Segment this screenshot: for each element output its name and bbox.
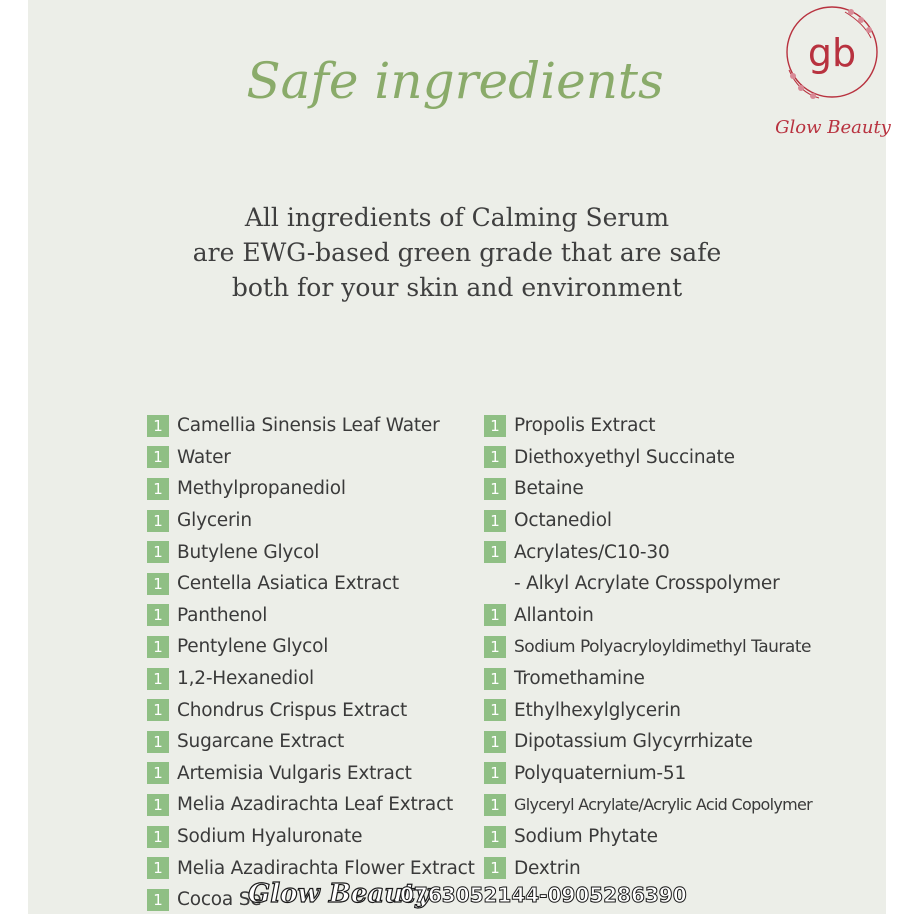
ingredient-name: Tromethamine <box>514 668 645 690</box>
ingredient-name: - Alkyl Acrylate Crosspolymer <box>514 573 780 595</box>
script-title <box>246 30 664 130</box>
ingredient-name: Ethylhexylglycerin <box>514 699 681 721</box>
ingredient-row <box>484 789 812 821</box>
ingredient-row <box>147 410 475 442</box>
ingredient-row <box>484 821 812 853</box>
ingredient-row <box>484 410 812 442</box>
ingredient-name: Chondrus Crispus Extract <box>177 699 408 721</box>
ingredient-row <box>147 758 475 790</box>
ingredient-name: Water <box>177 446 231 468</box>
ingredient-name: Sodium Phytate <box>514 826 658 848</box>
ingredient-row <box>147 442 475 474</box>
ingredient-name: Panthenol <box>177 604 268 626</box>
ingredient-name: Artemisia Vulgaris Extract <box>177 762 412 784</box>
ingredient-name: Sugarcane Extract <box>177 731 345 753</box>
svg-text:Safe ingredients: Safe ingredients <box>246 52 664 110</box>
headline-line: All ingredients of Calming Serum <box>244 203 670 232</box>
grade-badge: 1 <box>484 510 506 532</box>
ingredient-name: Glyceryl Acrylate/Acrylic Acid Copolymer <box>514 795 813 815</box>
ingredient-row-continuation <box>484 568 812 600</box>
ingredient-row <box>147 505 475 537</box>
grade-badge-blank <box>484 573 506 595</box>
ingredient-row <box>484 600 812 632</box>
ingredient-name: Glycerin <box>177 510 252 532</box>
ingredient-name: 1,2-Hexanediol <box>177 668 314 690</box>
grade-badge: 1 <box>147 826 169 848</box>
ingredient-row <box>484 442 812 474</box>
logo-wreath-icon <box>775 0 891 150</box>
grade-badge: 1 <box>147 857 169 879</box>
watermark-phones: 0763052144-0905286390 <box>400 883 687 907</box>
ingredient-name: Pentylene Glycol <box>177 636 329 658</box>
ingredient-name: Dipotassium Glycyrrhizate <box>514 731 753 753</box>
glow-beauty-logo <box>775 0 891 150</box>
ingredient-row <box>147 600 475 632</box>
ingredient-list-left <box>147 410 475 916</box>
headline-line: are EWG-based green grade that are safe <box>192 238 722 267</box>
ingredient-row <box>147 568 475 600</box>
ingredient-row <box>484 726 812 758</box>
ingredient-row <box>147 821 475 853</box>
grade-badge: 1 <box>147 446 169 468</box>
grade-badge: 1 <box>484 762 506 784</box>
ingredient-name: Polyquaternium-51 <box>514 762 687 784</box>
grade-badge: 1 <box>484 826 506 848</box>
ingredient-row <box>484 758 812 790</box>
ingredient-row <box>484 505 812 537</box>
logo-monogram: gb <box>807 31 857 75</box>
ingredient-name: Betaine <box>514 478 584 500</box>
grade-badge: 1 <box>147 478 169 500</box>
logo-brand: Glow Beauty <box>775 117 891 138</box>
ingredient-name: Propolis Extract <box>514 415 656 437</box>
ingredient-row <box>484 694 812 726</box>
ingredient-name: Melia Azadirachta Leaf Extract <box>177 794 454 816</box>
grade-badge: 1 <box>147 510 169 532</box>
grade-badge: 1 <box>147 541 169 563</box>
grade-badge: 1 <box>484 604 506 626</box>
ingredient-row <box>484 536 812 568</box>
grade-badge: 1 <box>484 699 506 721</box>
ingredient-name: Sodium Polyacryloyldimethyl Taurate <box>514 636 811 657</box>
ingredient-list-right <box>484 410 812 884</box>
grade-badge: 1 <box>484 541 506 563</box>
grade-badge: 1 <box>147 415 169 437</box>
ingredient-name: Melia Azadirachta Flower Extract <box>177 857 475 879</box>
ingredient-row <box>147 536 475 568</box>
ingredient-name: Methylpropanediol <box>177 478 346 500</box>
ingredient-row <box>147 473 475 505</box>
grade-badge: 1 <box>147 636 169 658</box>
grade-badge: 1 <box>484 446 506 468</box>
ingredient-name: Centella Asiatica Extract <box>177 573 399 595</box>
grade-badge: 1 <box>147 794 169 816</box>
ingredient-name: Camellia Sinensis Leaf Water <box>177 415 440 437</box>
ingredient-row <box>484 631 812 663</box>
grade-badge: 1 <box>147 604 169 626</box>
ingredient-name: Octanediol <box>514 510 612 532</box>
ingredient-name: Cocoa Se <box>177 889 262 911</box>
ingredient-row <box>484 473 812 505</box>
ingredient-row <box>484 663 812 695</box>
grade-badge: 1 <box>484 668 506 690</box>
grade-badge: 1 <box>484 636 506 658</box>
grade-badge: 1 <box>147 699 169 721</box>
grade-badge: 1 <box>147 889 169 911</box>
ingredient-name: Allantoin <box>514 604 594 626</box>
grade-badge: 1 <box>147 668 169 690</box>
headline-line: both for your skin and environment <box>231 273 683 302</box>
ingredient-row <box>147 694 475 726</box>
ingredient-name: Butylene Glycol <box>177 541 320 563</box>
ingredient-row <box>147 663 475 695</box>
grade-badge: 1 <box>147 731 169 753</box>
grade-badge: 1 <box>484 794 506 816</box>
grade-badge: 1 <box>484 731 506 753</box>
ingredient-name: Dextrin <box>514 857 581 879</box>
ingredient-row <box>147 726 475 758</box>
grade-badge: 1 <box>484 415 506 437</box>
ingredient-name: Acrylates/C10-30 <box>514 541 670 563</box>
ingredient-row <box>147 631 475 663</box>
grade-badge: 1 <box>484 478 506 500</box>
grade-badge: 1 <box>147 573 169 595</box>
grade-badge: 1 <box>484 857 506 879</box>
watermark-brand: Glow Beauty <box>248 879 431 909</box>
headline <box>0 200 914 305</box>
ingredient-name: Diethoxyethyl Succinate <box>514 446 735 468</box>
ingredient-name: Sodium Hyaluronate <box>177 826 363 848</box>
grade-badge: 1 <box>147 762 169 784</box>
watermark <box>240 872 687 912</box>
ingredient-row <box>147 789 475 821</box>
